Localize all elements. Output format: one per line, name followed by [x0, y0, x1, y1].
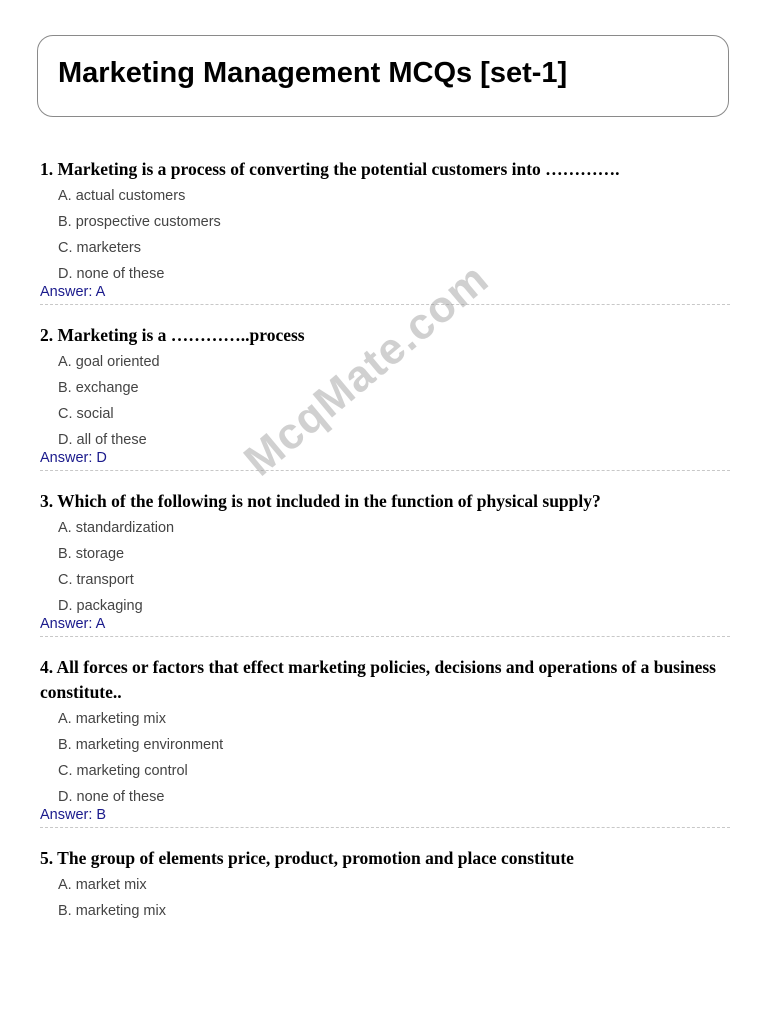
answer-label: Answer: D: [40, 450, 107, 466]
option: D. packaging: [58, 598, 143, 614]
question-block: [40, 323, 730, 471]
question-text: 3. Which of the following is not included in the function of physical supply?: [40, 491, 601, 511]
option: C. social: [58, 406, 114, 422]
page-title: Marketing Management MCQs [set-1]: [58, 57, 568, 89]
question-list: [40, 157, 730, 947]
option: B. marketing mix: [58, 903, 166, 919]
watermark: McqMate.com: [235, 253, 498, 486]
option: D. all of these: [58, 432, 147, 448]
question-text: 2. Marketing is a …………..process: [40, 325, 305, 345]
option: B. exchange: [58, 380, 139, 396]
option: A. marketing mix: [58, 711, 166, 727]
option: B. storage: [58, 546, 125, 562]
option: A. goal oriented: [58, 354, 160, 370]
option: C. marketing control: [58, 763, 188, 779]
answer-label: Answer: A: [40, 616, 106, 632]
question-block: [40, 157, 730, 305]
option: A. standardization: [58, 520, 175, 536]
title-box: [37, 35, 729, 117]
question-block: [40, 489, 730, 637]
answer-label: Answer: A: [40, 284, 106, 300]
option: C. transport: [58, 572, 134, 588]
question-text: 5. The group of elements price, product, promotion and place constitute: [40, 848, 574, 868]
option: A. actual customers: [58, 188, 186, 204]
question-text: 1. Marketing is a process of converting the potential customers into ………….: [40, 159, 620, 179]
option: B. marketing environment: [58, 737, 224, 753]
option: D. none of these: [58, 789, 165, 805]
question-block: [40, 846, 730, 929]
option: C. marketers: [58, 240, 141, 256]
option: A. market mix: [58, 877, 147, 893]
question-block: [40, 655, 730, 828]
question-text: 4. All forces or factors that effect marketing policies, decisions and operations of a business constitute..: [40, 657, 716, 702]
answer-label: Answer: B: [40, 807, 107, 823]
option: D. none of these: [58, 266, 165, 282]
option: B. prospective customers: [58, 214, 221, 230]
